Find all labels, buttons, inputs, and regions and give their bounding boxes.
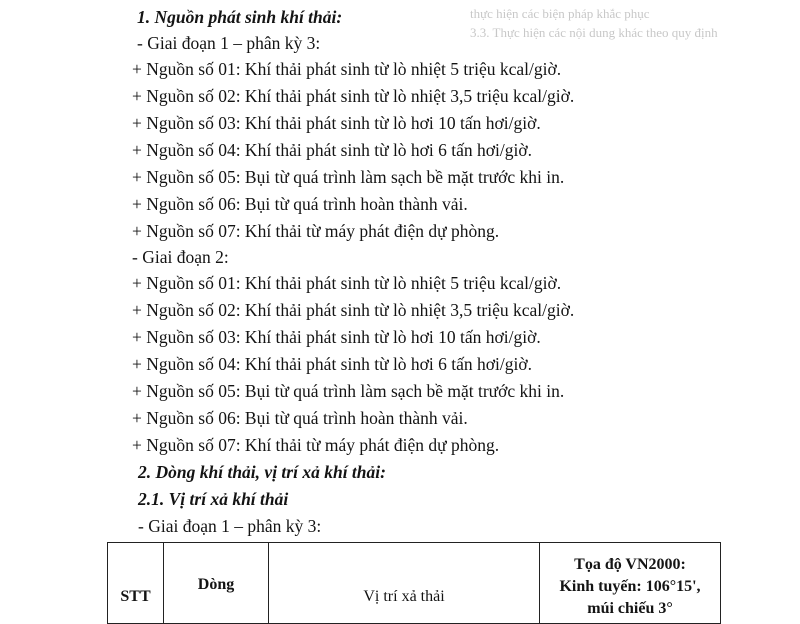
section-2-1-subtitle: 2.1. Vị trí xả khí thải	[138, 489, 289, 509]
header-dong: Dòng	[164, 543, 269, 624]
table-header-row	[108, 543, 721, 624]
header-vi-tri: Vị trí xả thải	[269, 543, 540, 624]
list-item: + Nguồn số 02: Khí thải phát sinh từ lò nhiệt 3,5 triệu kcal/giờ.	[132, 86, 575, 106]
list-item: + Nguồn số 02: Khí thải phát sinh từ lò nhiệt 3,5 triệu kcal/giờ.	[132, 300, 575, 320]
phase-2-label: - Giai đoạn 2:	[132, 247, 229, 267]
header-toa-do	[540, 543, 721, 624]
list-item: + Nguồn số 03: Khí thải phát sinh từ lò hơi 10 tấn hơi/giờ.	[132, 113, 541, 133]
list-item: + Nguồn số 01: Khí thải phát sinh từ lò nhiệt 5 triệu kcal/giờ.	[132, 59, 562, 79]
list-item: + Nguồn số 01: Khí thải phát sinh từ lò nhiệt 5 triệu kcal/giờ.	[132, 273, 562, 293]
header-stt: STT	[108, 543, 164, 624]
list-item: + Nguồn số 06: Bụi từ quá trình hoàn thành vải.	[132, 408, 468, 428]
section-1-title: 1. Nguồn phát sinh khí thải:	[137, 7, 343, 27]
discharge-location-table	[107, 542, 721, 624]
toa-do-line-3: múi chiếu 3°	[587, 600, 673, 617]
ghost-line-1: thực hiện các biện pháp khắc phục	[470, 6, 650, 21]
list-item: + Nguồn số 05: Bụi từ quá trình làm sạch bề mặt trước khi in.	[132, 167, 565, 187]
phase-1-label: - Giai đoạn 1 – phân kỳ 3:	[137, 33, 321, 53]
section-2-title: 2. Dòng khí thải, vị trí xả khí thải:	[138, 462, 386, 482]
list-item: + Nguồn số 06: Bụi từ quá trình hoàn thành vải.	[132, 194, 468, 214]
list-item: + Nguồn số 07: Khí thải từ máy phát điện dự phòng.	[132, 435, 500, 455]
section-2-phase-1-label: - Giai đoạn 1 – phân kỳ 3:	[138, 516, 322, 536]
list-item: + Nguồn số 03: Khí thải phát sinh từ lò hơi 10 tấn hơi/giờ.	[132, 327, 541, 347]
toa-do-line-1: Tọa độ VN2000:	[574, 556, 686, 573]
list-item: + Nguồn số 07: Khí thải từ máy phát điện dự phòng.	[132, 221, 500, 241]
bleed-through-text	[470, 4, 800, 42]
list-item: + Nguồn số 04: Khí thải phát sinh từ lò hơi 6 tấn hơi/giờ.	[132, 354, 533, 374]
ghost-line-2: 3.3. Thực hiện các nội dung khác theo quy định	[470, 25, 718, 40]
list-item: + Nguồn số 04: Khí thải phát sinh từ lò hơi 6 tấn hơi/giờ.	[132, 140, 533, 160]
toa-do-line-2: Kinh tuyến: 106°15',	[559, 578, 701, 595]
list-item: + Nguồn số 05: Bụi từ quá trình làm sạch bề mặt trước khi in.	[132, 381, 565, 401]
